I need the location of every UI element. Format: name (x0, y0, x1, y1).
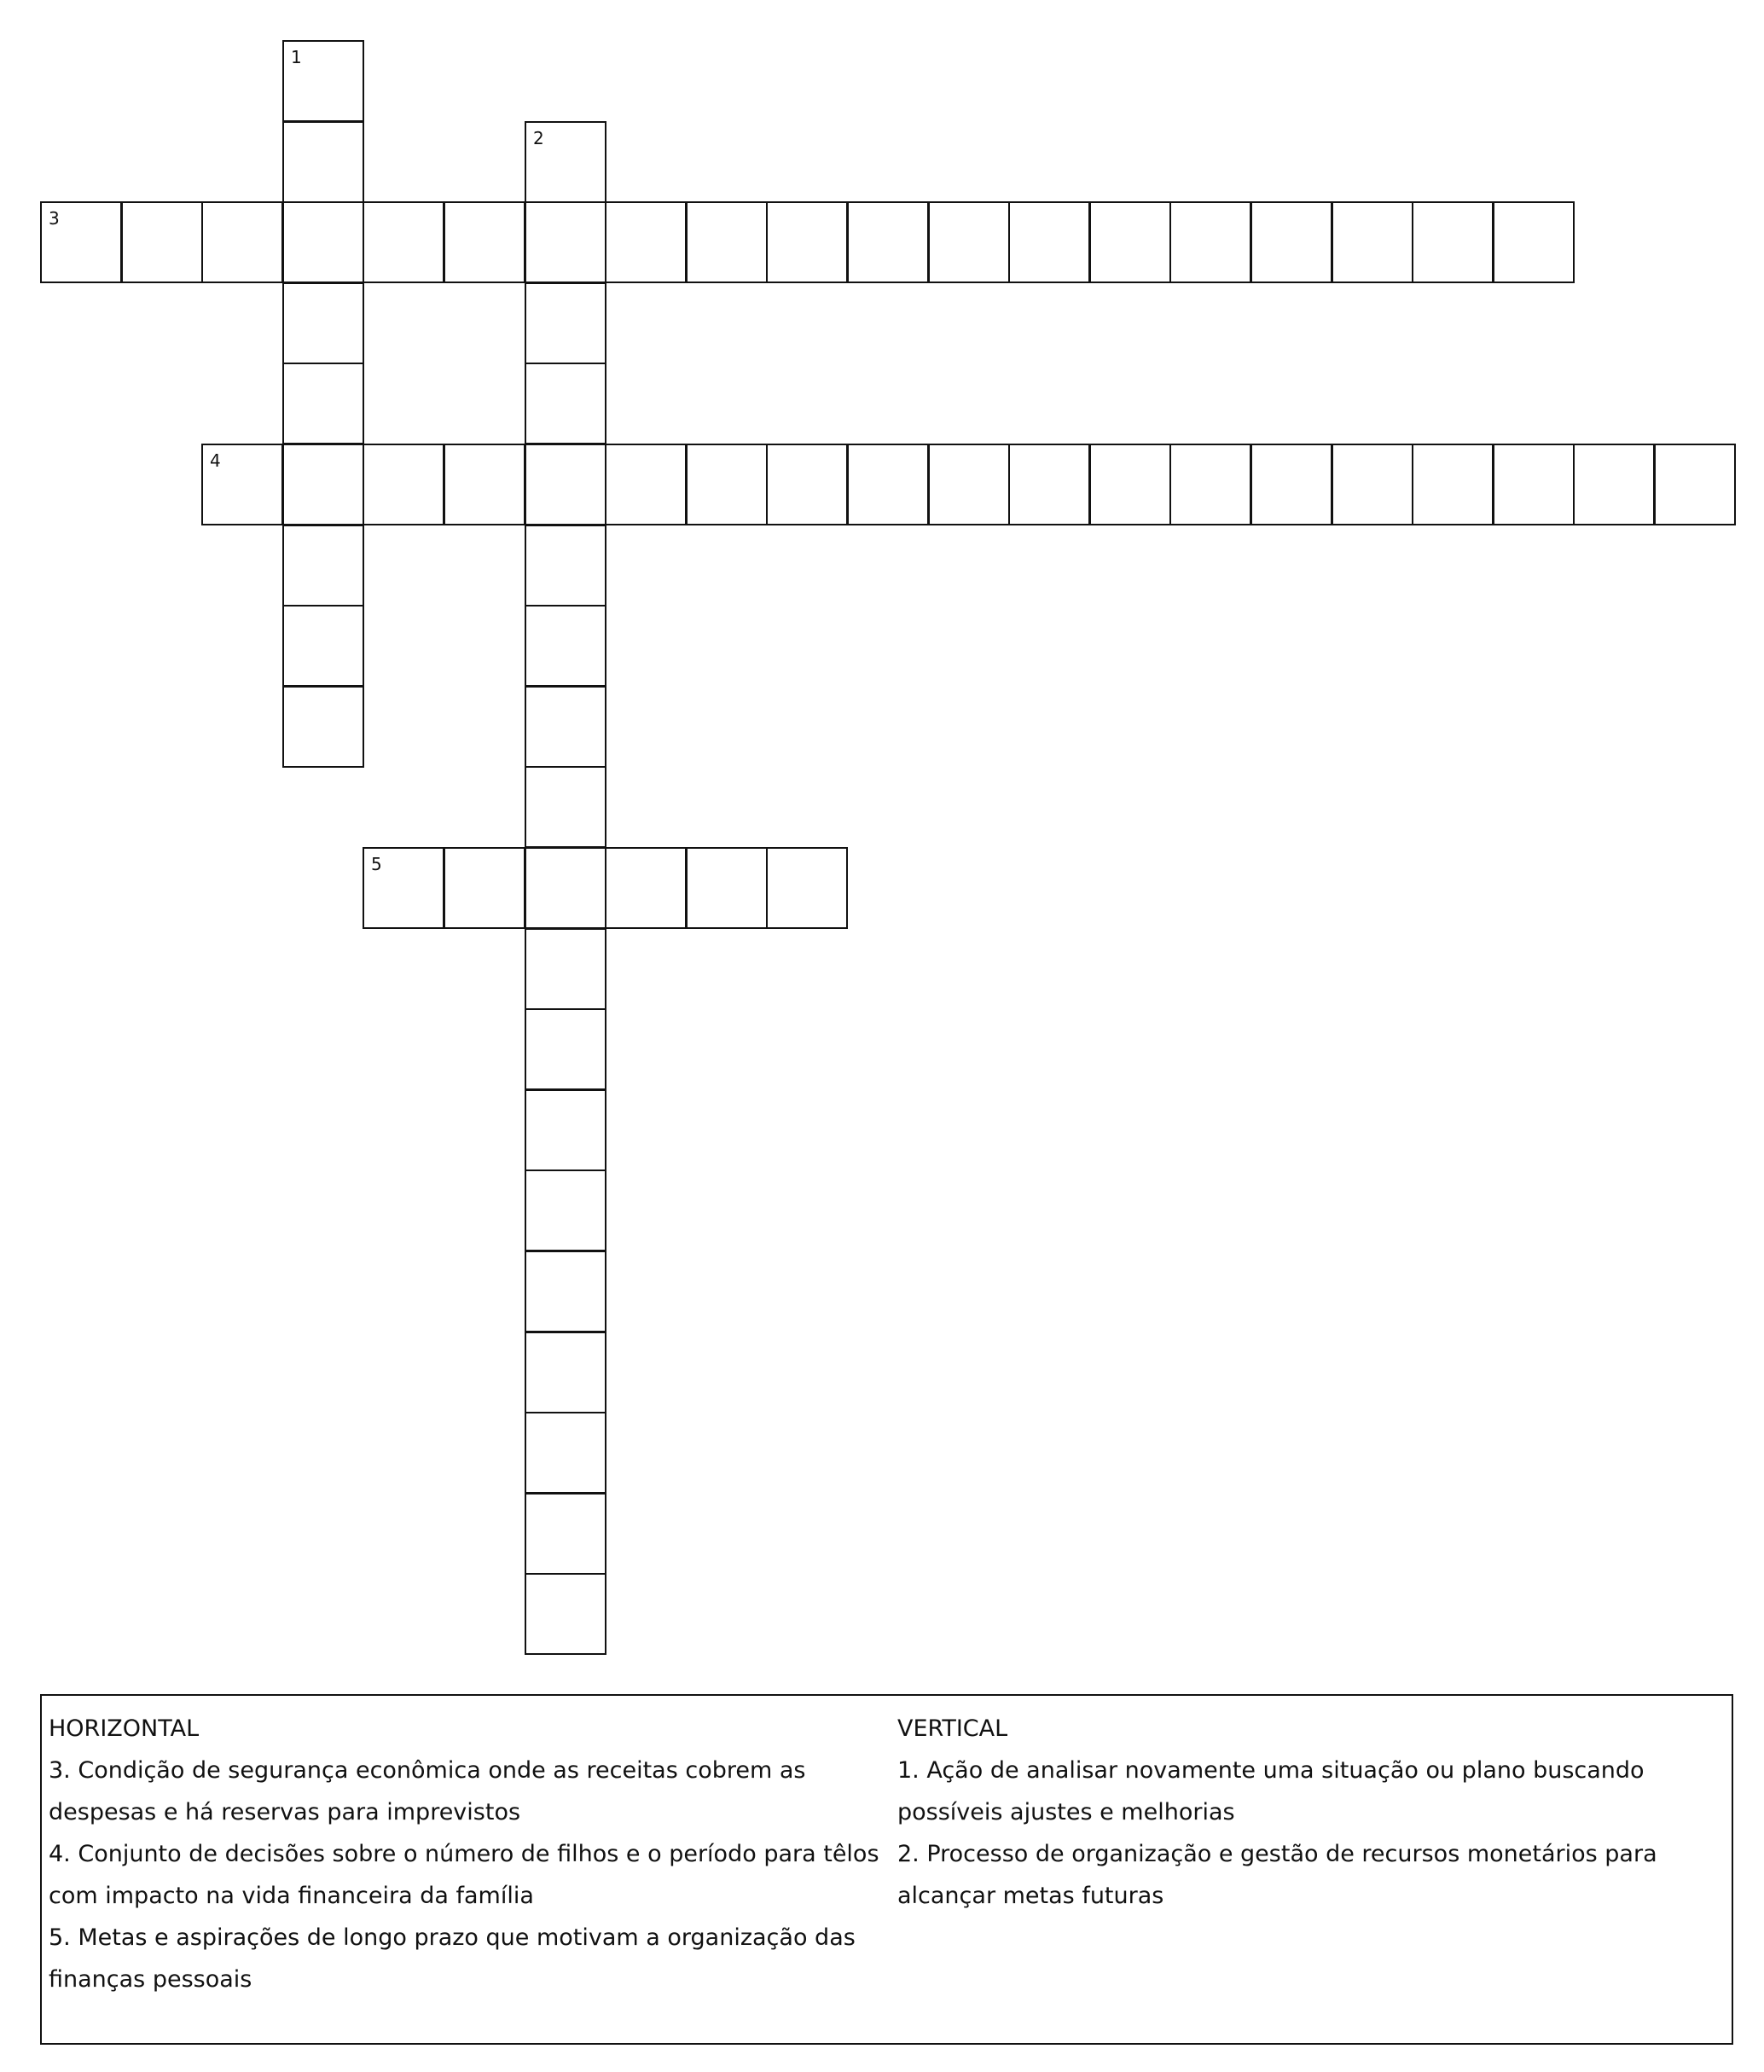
cell-input[interactable] (526, 1252, 605, 1331)
cell-input[interactable] (688, 445, 766, 524)
cell-input[interactable] (526, 607, 605, 685)
cell-input[interactable] (606, 203, 685, 281)
grid-cell[interactable] (1412, 444, 1494, 525)
cell-input[interactable] (688, 203, 766, 281)
grid-cell[interactable] (201, 444, 283, 525)
cell-input[interactable] (284, 688, 363, 766)
cell-input[interactable] (42, 203, 120, 281)
grid-cell[interactable] (928, 444, 1010, 525)
grid-cell[interactable] (525, 847, 606, 929)
cell-input[interactable] (364, 849, 443, 927)
grid-cell[interactable] (1008, 201, 1090, 283)
cell-input[interactable] (930, 445, 1008, 524)
cell-input[interactable] (688, 849, 766, 927)
grid-cell[interactable] (282, 363, 364, 444)
grid-cell[interactable] (1332, 201, 1413, 283)
grid-cell[interactable] (525, 766, 606, 848)
grid-cell[interactable] (363, 444, 444, 525)
grid-cell[interactable] (1089, 444, 1171, 525)
cell-input[interactable] (364, 445, 443, 524)
cell-input[interactable] (1171, 203, 1250, 281)
grid-cell[interactable] (201, 201, 283, 283)
cell-input[interactable] (284, 123, 363, 201)
grid-cell[interactable] (525, 282, 606, 364)
cell-input[interactable] (1091, 445, 1169, 524)
grid-cell[interactable] (766, 201, 848, 283)
cell-input[interactable] (1333, 445, 1412, 524)
cell-input[interactable] (606, 849, 685, 927)
grid-cell[interactable] (282, 282, 364, 364)
grid-cell[interactable] (1008, 444, 1090, 525)
cell-input[interactable] (1010, 203, 1088, 281)
cell-input[interactable] (526, 1495, 605, 1573)
cell-input[interactable] (526, 768, 605, 846)
grid-cell[interactable] (847, 201, 929, 283)
grid-cell[interactable] (525, 363, 606, 444)
grid-cell[interactable] (525, 1008, 606, 1090)
grid-cell[interactable] (444, 847, 525, 929)
cell-input[interactable] (526, 688, 605, 766)
cell-input[interactable] (526, 930, 605, 1008)
clues-box (40, 1694, 1733, 2045)
cell-input[interactable] (364, 203, 443, 281)
cell-input[interactable] (284, 445, 363, 524)
cell-input[interactable] (203, 445, 281, 524)
cell-input[interactable] (849, 445, 927, 524)
grid-cell[interactable] (525, 1332, 606, 1413)
cell-input[interactable] (526, 445, 605, 524)
cell-input[interactable] (526, 203, 605, 281)
cell-input[interactable] (203, 203, 281, 281)
clue-across-5: 5. Metas e aspirações de longo prazo que motivam a organização das finanças pessoais (49, 1924, 856, 1993)
grid-cell[interactable] (40, 201, 122, 283)
cell-input[interactable] (526, 364, 605, 443)
grid-cell[interactable] (686, 847, 768, 929)
clue-number: 4 (210, 450, 221, 471)
grid-cell[interactable] (444, 201, 525, 283)
cell-input[interactable] (526, 1091, 605, 1169)
clue-down-2: 2. Processo de organização e gestão de recursos monetários para alcançar metas futuras (897, 1841, 1657, 1909)
grid-cell[interactable] (525, 121, 606, 203)
cell-input[interactable] (445, 203, 524, 281)
grid-cell[interactable] (282, 444, 364, 525)
cell-input[interactable] (526, 1171, 605, 1250)
clue-number: 5 (371, 854, 382, 874)
clue-number: 1 (291, 47, 302, 67)
grid-cell[interactable] (282, 605, 364, 687)
grid-cell[interactable] (525, 1251, 606, 1332)
grid-cell[interactable] (525, 1412, 606, 1494)
cell-input[interactable] (768, 203, 846, 281)
grid-cell[interactable] (525, 1493, 606, 1575)
cell-input[interactable] (526, 123, 605, 201)
cell-input[interactable] (526, 1010, 605, 1088)
cell-input[interactable] (526, 849, 605, 927)
grid-cell[interactable] (363, 201, 444, 283)
cell-input[interactable] (284, 607, 363, 685)
clue-number: 2 (533, 128, 544, 148)
cell-input[interactable] (768, 849, 846, 927)
cell-input[interactable] (284, 364, 363, 443)
cell-input[interactable] (1252, 445, 1331, 524)
grid-cell[interactable] (605, 444, 687, 525)
grid-cell[interactable] (605, 847, 687, 929)
grid-cell[interactable] (605, 201, 687, 283)
cell-input[interactable] (445, 849, 524, 927)
cell-input[interactable] (284, 203, 363, 281)
clue-across-4: 4. Conjunto de decisões sobre o número de filhos e o período para têlos com impacto na vida financeira da família (49, 1841, 879, 1909)
cell-input[interactable] (526, 1575, 605, 1653)
grid-cell[interactable] (928, 201, 1010, 283)
clue-number: 3 (49, 208, 60, 229)
grid-cell[interactable] (525, 1089, 606, 1171)
cell-input[interactable] (1656, 445, 1734, 524)
cell-input[interactable] (1494, 445, 1573, 524)
cell-input[interactable] (768, 445, 846, 524)
cell-input[interactable] (526, 284, 605, 363)
vertical-clues (897, 1708, 1716, 1917)
grid-cell[interactable] (1654, 444, 1736, 525)
cell-input[interactable] (284, 284, 363, 363)
grid-cell[interactable] (525, 605, 606, 687)
grid-cell[interactable] (1250, 201, 1332, 283)
cell-input[interactable] (606, 445, 685, 524)
grid-cell[interactable] (1250, 444, 1332, 525)
grid-cell[interactable] (1493, 201, 1575, 283)
cell-input[interactable] (445, 445, 524, 524)
cell-input[interactable] (1091, 203, 1169, 281)
cell-input[interactable] (1171, 445, 1250, 524)
grid-cell[interactable] (1332, 444, 1413, 525)
grid-cell[interactable] (525, 525, 606, 607)
vertical-heading: VERTICAL (897, 1715, 1008, 1742)
cell-input[interactable] (1333, 203, 1412, 281)
cell-input[interactable] (526, 1413, 605, 1492)
grid-cell[interactable] (766, 444, 848, 525)
grid-cell[interactable] (282, 121, 364, 203)
cell-input[interactable] (1494, 203, 1573, 281)
grid-cell[interactable] (282, 40, 364, 122)
horizontal-clues (49, 1708, 889, 2000)
cell-input[interactable] (284, 526, 363, 605)
grid-cell[interactable] (1493, 444, 1575, 525)
grid-cell[interactable] (525, 686, 606, 768)
grid-cell[interactable] (847, 444, 929, 525)
grid-cell[interactable] (1169, 201, 1251, 283)
grid-cell[interactable] (121, 201, 203, 283)
cell-input[interactable] (1252, 203, 1331, 281)
grid-cell[interactable] (525, 928, 606, 1010)
grid-cell[interactable] (1573, 444, 1655, 525)
grid-cell[interactable] (525, 1573, 606, 1655)
grid-cell[interactable] (444, 444, 525, 525)
grid-cell[interactable] (686, 444, 768, 525)
grid-cell[interactable] (686, 201, 768, 283)
grid-cell[interactable] (1169, 444, 1251, 525)
grid-cell[interactable] (363, 847, 444, 929)
cell-input[interactable] (1575, 445, 1653, 524)
grid-cell[interactable] (282, 525, 364, 607)
grid-cell[interactable] (525, 201, 606, 283)
cell-input[interactable] (1413, 445, 1492, 524)
cell-input[interactable] (526, 1333, 605, 1412)
cell-input[interactable] (123, 203, 201, 281)
cell-input[interactable] (849, 203, 927, 281)
grid-cell[interactable] (282, 201, 364, 283)
cell-input[interactable] (1413, 203, 1492, 281)
grid-cell[interactable] (766, 847, 848, 929)
cell-input[interactable] (930, 203, 1008, 281)
grid-cell[interactable] (1412, 201, 1494, 283)
clue-across-3: 3. Condição de segurança econômica onde as receitas cobrem as despesas e há reservas para imprevistos (49, 1757, 806, 1825)
clue-down-1: 1. Ação de analisar novamente uma situação ou plano buscando possíveis ajustes e melhorias (897, 1757, 1645, 1825)
grid-cell[interactable] (525, 1169, 606, 1251)
cell-input[interactable] (284, 42, 363, 120)
grid-cell[interactable] (1089, 201, 1171, 283)
cell-input[interactable] (1010, 445, 1088, 524)
grid-cell[interactable] (525, 444, 606, 525)
horizontal-heading: HORIZONTAL (49, 1715, 200, 1742)
grid-cell[interactable] (282, 686, 364, 768)
cell-input[interactable] (526, 526, 605, 605)
